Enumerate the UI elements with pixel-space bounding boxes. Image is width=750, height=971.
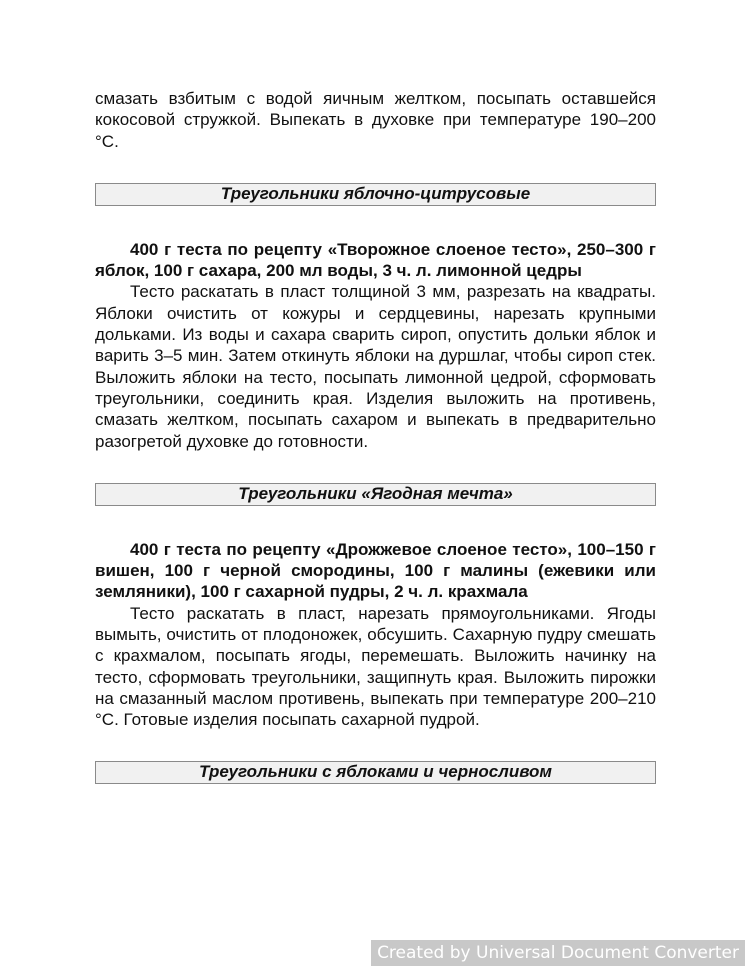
spacer bbox=[95, 206, 656, 239]
recipe-ingredients: 400 г теста по рецепту «Творожное слоеное тесто», 250–300 г яблок, 100 г сахара, 200 мл воды, 3 ч. л. лимонной цедры bbox=[95, 239, 656, 281]
recipe-title: Треугольники с яблоками и черносливом bbox=[95, 761, 656, 784]
spacer bbox=[95, 152, 656, 183]
recipe-title: Треугольники яблочно-цитрусовые bbox=[95, 183, 656, 206]
spacer bbox=[95, 506, 656, 539]
intro-paragraph: смазать взбитым с водой яичным желтком, посыпать оставшейся кокосовой стружкой. Выпекать в духовке при температуре 190–200 °С. bbox=[95, 89, 656, 151]
document-page bbox=[95, 88, 656, 784]
watermark-label: Created by Universal Document Converter bbox=[371, 940, 745, 966]
spacer bbox=[95, 731, 656, 761]
spacer bbox=[95, 452, 656, 483]
recipe-method: Тесто раскатать в пласт толщиной 3 мм, разрезать на квадраты. Яблоки очистить от кожуры и сердцевины, нарезать крупными дольками. Из воды и сахара сварить сироп, опустить дольки яблок и варить 3–5 мин. Затем откинуть яблоки на дуршлаг, чтобы сироп стек. Выложить яблоки на тесто, посыпать лимонной цедрой, сформовать треугольники, соединить края. Изделия выложить на противень, смазать желтком, посыпать сахаром и выпекать в предварительно разогретой духовке до готовности. bbox=[95, 282, 656, 451]
recipe-title: Треугольники «Ягодная мечта» bbox=[95, 483, 656, 506]
recipe-ingredients: 400 г теста по рецепту «Дрожжевое слоеное тесто», 100–150 г вишен, 100 г черной смородины, 100 г малины (ежевики или земляники), 100 г сахарной пудры, 2 ч. л. крахмала bbox=[95, 539, 656, 602]
recipe-method: Тесто раскатать в пласт, нарезать прямоугольниками. Ягоды вымыть, очистить от плодоножек, обсушить. Сахарную пудру смешать с крахмалом, посыпать ягоды, перемешать. Выложить начинку на тесто, сформовать треугольники, защипнуть края. Выложить пирожки на смазанный маслом противень, выпекать при температуре 200–210 °С. Готовые изделия посыпать сахарной пудрой. bbox=[95, 603, 656, 730]
